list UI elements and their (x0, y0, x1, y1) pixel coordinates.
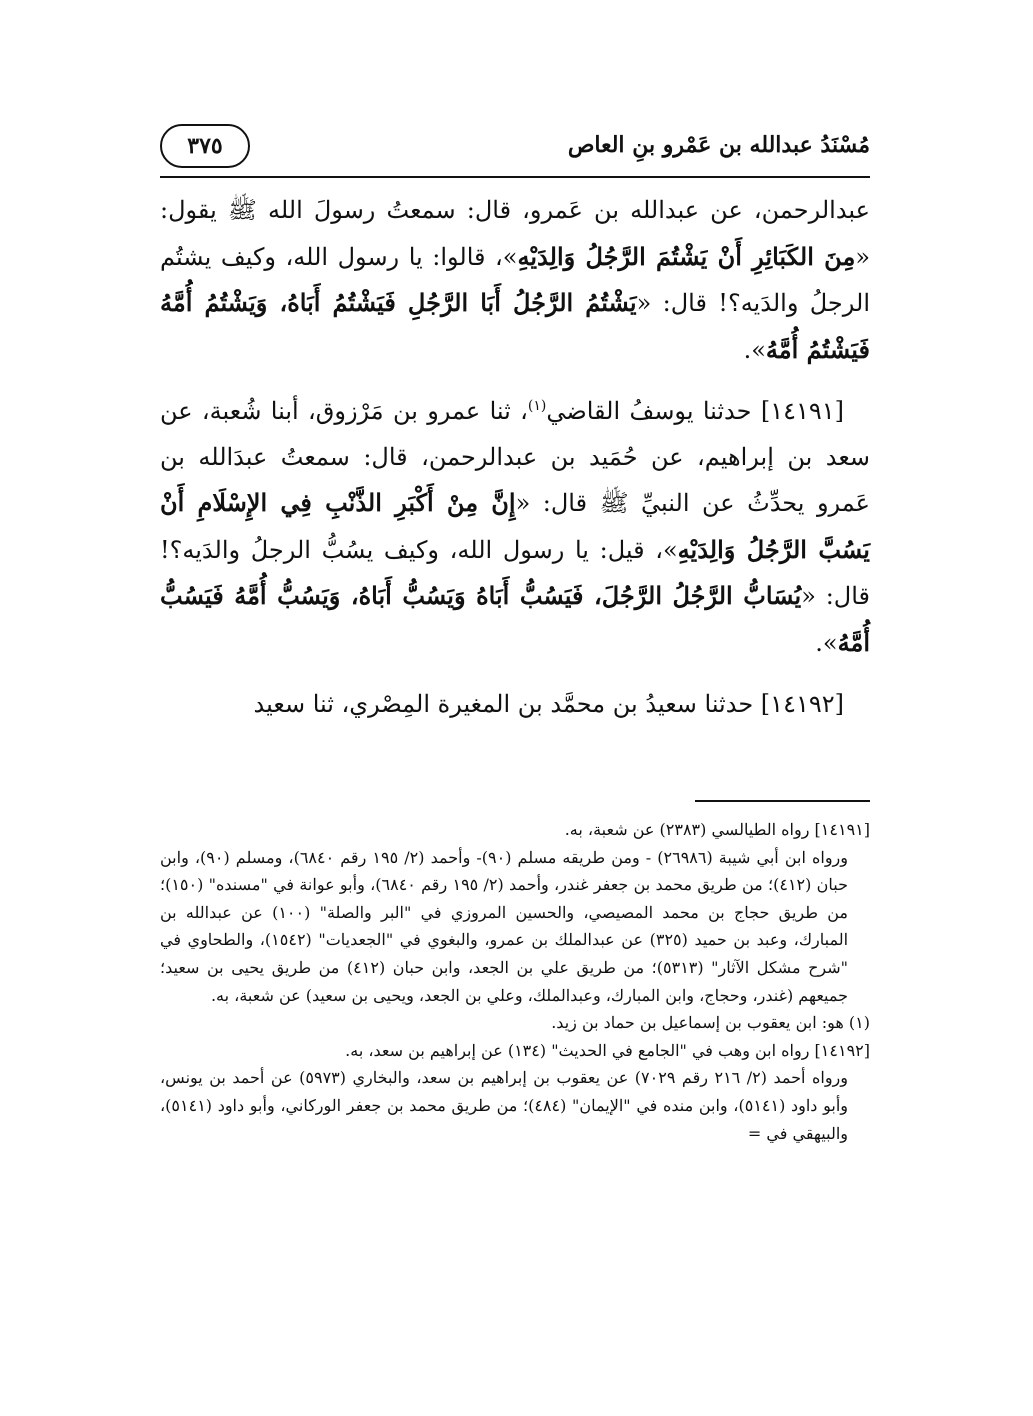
text-segment: ، ثنا عمرو بن مَرْزوق، أبنا شُعبة، عن سعد بن إبراهيم، عن حُمَيد بن عبدالرحمن، قال: سمعتُ عبدَالله بن عَمرو يحدِّثُ عن النبيِّ ﷺ قال: « (160, 397, 870, 517)
footnote-14192-body: ورواه أحمد (٢/ ٢١٦ رقم ٧٠٢٩) عن يعقوب بن إبراهيم بن سعد، والبخاري (٥٩٧٣) عن أحمد بن يونس، وأبو داود (٥١٤١)، وابن منده في "الإيمان" (٤٨٤)؛ من طريق محمد بن جعفر الوركاني، وأبو داود (٥١٤١)، والبيهقي في = (160, 1068, 849, 1143)
hadith-text: يُسَابُّ الرَّجُلُ الرَّجُلَ، فَيَسُبُّ أَبَاهُ وَيَسُبُّ أَبَاهُ، وَيَسُبُّ أُمَّهُ فَيَسُبُّ أُمَّهُ (160, 581, 870, 657)
text-segment: ». (743, 335, 766, 364)
paragraph-14192: [١٤١٩٢] حدثنا سعيدُ بن محمَّد بن المغيرة المِصْري، ثنا سعيد (253, 690, 844, 718)
page-header (160, 118, 870, 174)
footnote-14191-body: ورواه ابن أبي شيبة (٢٦٩٨٦) - ومن طريقه مسلم (٩٠)- وأحمد (٢/ ١٩٥ رقم ٦٨٤٠)، ومسلم (٩٠)، وابن حبان (٤١٢)؛ من طريق محمد بن جعفر غندر، وأحمد (٢/ ١٩٥ رقم ٦٨٤٠)، وأبو عوانة في "مسنده" (١٥٠)؛ من طريق حجاج بن محمد المصيصي، والحسين المروزي في "البر والصلة" (١٠٠) عن عبدالله بن المبارك، وعبد بن حميد (٣٢٥) عن عبدالملك بن عمرو، والبغوي في "الجعديات" (١٥٤٢)، والطحاوي في "شرح مشكل الآثار" (٥٣١٣)؛ من طريق علي بن الجعد، وابن حبان (٤١٢) من طريق يحيى بن سعيد؛ جميعهم (غندر، وحجاج، وابن المبارك، وعبدالملك، وعلي بن الجعد، ويحيى بن سعيد) عن شعبة، به. (160, 847, 849, 1005)
hadith-text: يَشْتُمُ الرَّجُلُ أَبَا الرَّجُلِ فَيَشْتُمُ أَبَاهُ، وَيَشْتُمُ أُمَّهُ فَيَشْتُمُ أُمَّهُ (160, 288, 870, 364)
running-title: مُسْنَدُ عبدالله بن عَمْرو بنِ العاص (567, 132, 870, 158)
footnotes (160, 816, 870, 1147)
hadith-text: إِنَّ مِنْ أَكْبَرِ الذَّنْبِ فِي الإِسْلَامِ أَنْ يَسُبَّ الرَّجُلُ وَالِدَيْهِ (160, 488, 870, 564)
footnote-14192-head: [١٤١٩٢] رواه ابن وهب في "الجامع في الحديث" (١٣٤) عن إبراهيم بن سعد، به. (345, 1040, 870, 1060)
paragraph-continuation (160, 188, 870, 373)
main-text (160, 188, 870, 728)
page-number-badge (160, 124, 250, 168)
page-number: ٣٧٥ (187, 133, 223, 159)
text-segment: عبدالرحمن، عن عبدالله بن عَمرو، قال: سمعتُ رسولَ الله ﷺ يقول: « (160, 196, 870, 271)
text-segment: [١٤١٩١] حدثنا يوسفُ القاضي (546, 397, 845, 425)
footnote-rule (695, 800, 870, 802)
footnote-reference: (١) (527, 398, 547, 414)
header-rule (160, 176, 870, 178)
text-segment: »، قالوا: يا رسول الله، وكيف يشتُم الرجلُ والدَيه؟! قال: « (160, 242, 870, 317)
footnote-1: (١) هو: ابن يعقوب بن إسماعيل بن حماد بن زيد. (551, 1013, 870, 1033)
text-segment: ». (815, 628, 838, 657)
text-segment: »، قيل: يا رسول الله، وكيف يسُبُّ الرجلُ والدَيه؟! قال: « (160, 535, 871, 610)
hadith-text: مِنَ الكَبَائِرِ أَنْ يَشْتُمَ الرَّجُلُ وَالِدَيْهِ (517, 241, 856, 271)
footnote-14191-head: [١٤١٩١] رواه الطيالسي (٢٣٨٣) عن شعبة، به. (564, 820, 870, 839)
paragraph-14191 (160, 389, 870, 666)
